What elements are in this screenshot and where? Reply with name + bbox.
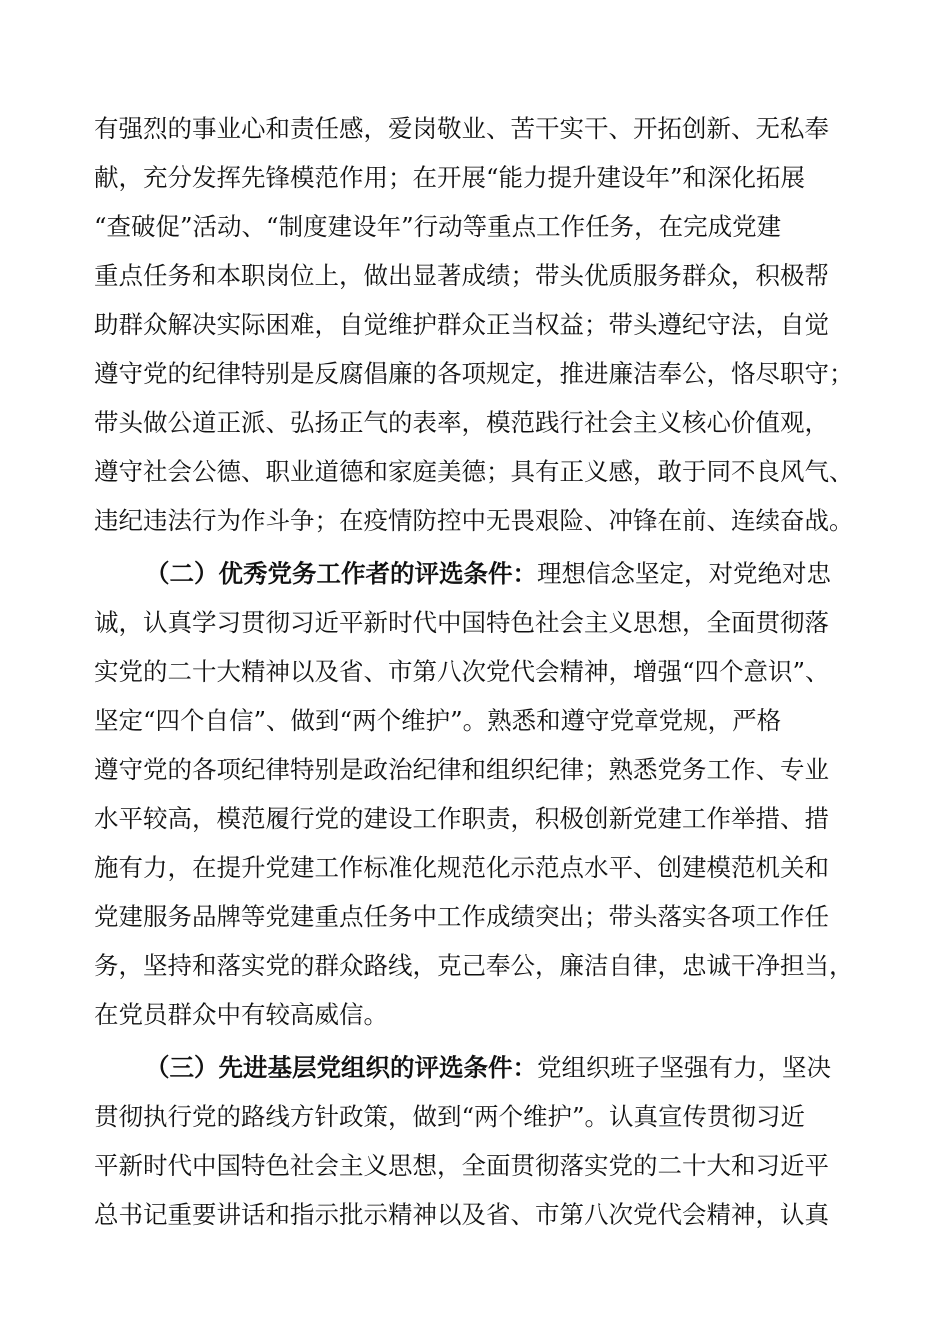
paragraph-line: 遵守党的纪律特别是反腐倡廉的各项规定，推进廉洁奉公，恪尽职守；: [94, 359, 854, 388]
paragraph-line: 施有力，在提升党建工作标准化规范化示范点水平、创建模范机关和: [94, 853, 829, 882]
section-two-heading: （二）优秀党务工作者的评选条件：: [145, 559, 537, 588]
paragraph-line: 总书记重要讲话和指示批示精神以及省、市第八次党代会精神，认真: [94, 1200, 829, 1229]
paragraph-line: 献，充分发挥先锋模范作用；在开展“能力提升建设年”和深化拓展: [94, 163, 806, 192]
section-three-first-line-text: 党组织班子坚强有力，坚决: [537, 1053, 831, 1082]
section-three-first-line: [145, 1048, 885, 1088]
section-two-first-line-text: 理想信念坚定，对党绝对忠: [537, 559, 831, 588]
paragraph-line: 诚，认真学习贯彻习近平新时代中国特色社会主义思想，全面贯彻落: [94, 608, 829, 637]
paragraph-line: 遵守社会公德、职业道德和家庭美德；具有正义感，敢于同不良风气、: [94, 457, 854, 486]
paragraph-line: 实党的二十大精神以及省、市第八次党代会精神，增强“四个意识”、: [94, 657, 830, 686]
section-three-heading: （三）先进基层党组织的评选条件：: [145, 1053, 537, 1082]
paragraph-line: 务，坚持和落实党的群众路线，克己奉公，廉洁自律，忠诚干净担当，: [94, 951, 854, 980]
paragraph-line: “查破促”活动、“制度建设年”行动等重点工作任务，在完成党建: [94, 212, 782, 241]
paragraph-line: 违纪违法行为作斗争；在疫情防控中无畏艰险、冲锋在前、连续奋战。: [94, 506, 854, 535]
paragraph-line: 重点任务和本职岗位上，做出显著成绩；带头优质服务群众，积极帮: [94, 261, 829, 290]
paragraph-line: 坚定“四个自信”、做到“两个维护”。熟悉和遵守党章党规，严格: [94, 706, 782, 735]
paragraph-line: 在党员群众中有较高威信。: [94, 1000, 388, 1029]
paragraph-line: 遵守党的各项纪律特别是政治纪律和组织纪律；熟悉党务工作、专业: [94, 755, 829, 784]
paragraph-line: 贯彻执行党的路线方针政策，做到“两个维护”。认真宣传贯彻习近: [94, 1102, 806, 1131]
paragraph-line: 助群众解决实际困难，自觉维护群众正当权益；带头遵纪守法，自觉: [94, 310, 829, 339]
paragraph-line: 带头做公道正派、弘扬正气的表率，模范践行社会主义核心价值观，: [94, 408, 829, 437]
section-two-first-line: [145, 554, 885, 594]
paragraph-line: 党建服务品牌等党建重点任务中工作成绩突出；带头落实各项工作任: [94, 902, 829, 931]
paragraph-line: 水平较高，模范履行党的建设工作职责，积极创新党建工作举措、措: [94, 804, 829, 833]
paragraph-line: 有强烈的事业心和责任感，爱岗敬业、苦干实干、开拓创新、无私奉: [94, 114, 829, 143]
paragraph-line: 平新时代中国特色社会主义思想，全面贯彻落实党的二十大和习近平: [94, 1151, 829, 1180]
